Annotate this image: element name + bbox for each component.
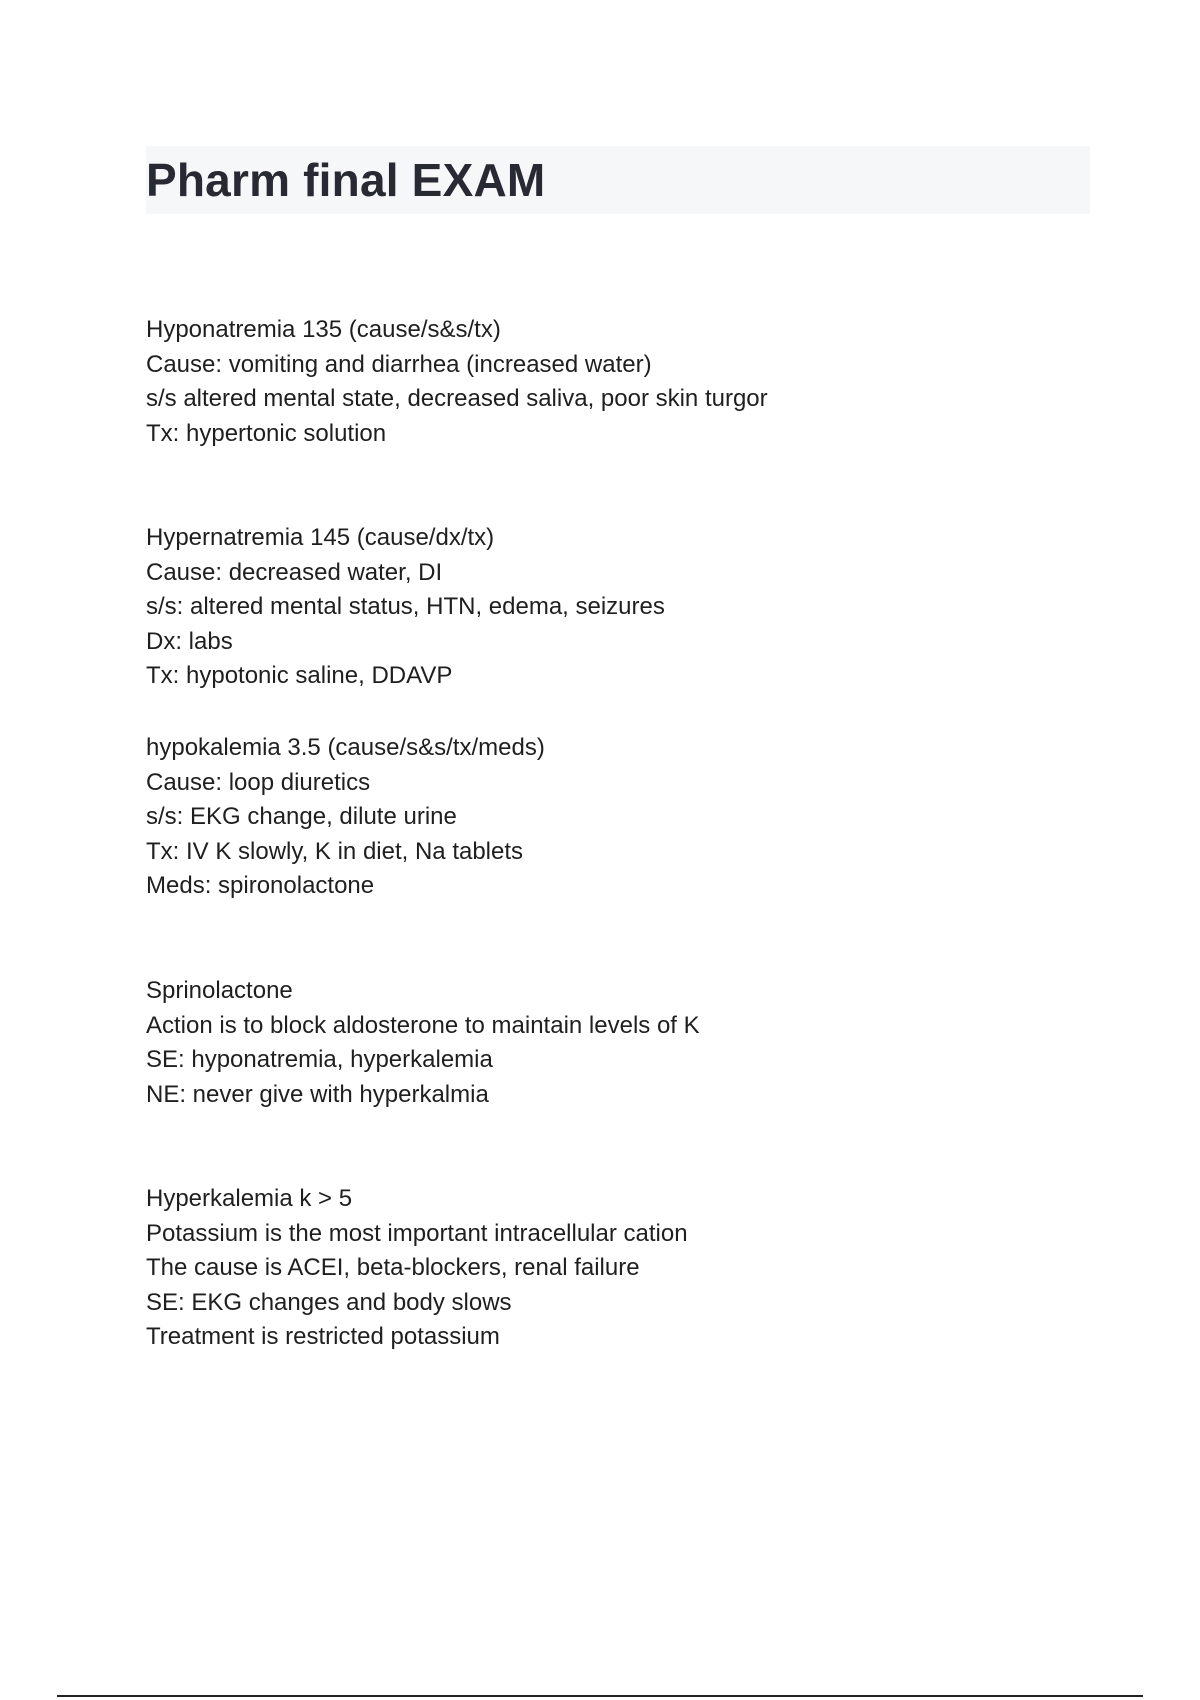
note-line: Action is to block aldosterone to maintain levels of K: [146, 1011, 700, 1039]
section-hyperkalemia: [146, 1182, 688, 1355]
section-hypokalemia: [146, 731, 545, 904]
note-line: Tx: hypertonic solution: [146, 419, 387, 447]
section-heading: hypokalemia 3.5 (cause/s&s/tx/meds): [146, 734, 545, 761]
note-line: Tx: hypotonic saline, DDAVP: [146, 662, 453, 689]
note-line: Dx: labs: [146, 627, 233, 655]
note-line: Potassium is the most important intracellular cation: [146, 1219, 688, 1247]
page-title: Pharm final EXAM: [146, 154, 546, 206]
note-line: The cause is ACEI, beta-blockers, renal failure: [146, 1254, 640, 1281]
note-line: Cause: vomiting and diarrhea (increased water): [146, 350, 652, 378]
note-line: s/s: EKG change, dilute urine: [146, 803, 457, 830]
note-line: Cause: loop diuretics: [146, 768, 371, 796]
note-line: s/s: altered mental status, HTN, edema, seizures: [146, 593, 665, 620]
note-line: Tx: IV K slowly, K in diet, Na tablets: [146, 837, 524, 865]
section-heading: Hyperkalemia k > 5: [146, 1185, 353, 1212]
note-line: SE: EKG changes and body slows: [146, 1288, 512, 1316]
note-line: Treatment is restricted potassium: [146, 1323, 500, 1350]
section-spironolactone: [146, 974, 700, 1112]
section-hypernatremia: [146, 521, 665, 694]
note-line: s/s altered mental state, decreased saliva, poor skin turgor: [146, 385, 768, 412]
note-line: Cause: decreased water, DI: [146, 558, 443, 586]
section-heading: Hypernatremia 145 (cause/dx/tx): [146, 524, 495, 551]
footer-divider: [57, 1695, 1143, 1697]
section-heading: Sprinolactone: [146, 977, 293, 1004]
section-hyponatremia: [146, 313, 768, 451]
note-line: Meds: spironolactone: [146, 872, 375, 899]
section-heading: Hyponatremia 135 (cause/s&s/tx): [146, 316, 501, 343]
note-line: SE: hyponatremia, hyperkalemia: [146, 1046, 493, 1073]
note-line: NE: never give with hyperkalmia: [146, 1080, 489, 1108]
